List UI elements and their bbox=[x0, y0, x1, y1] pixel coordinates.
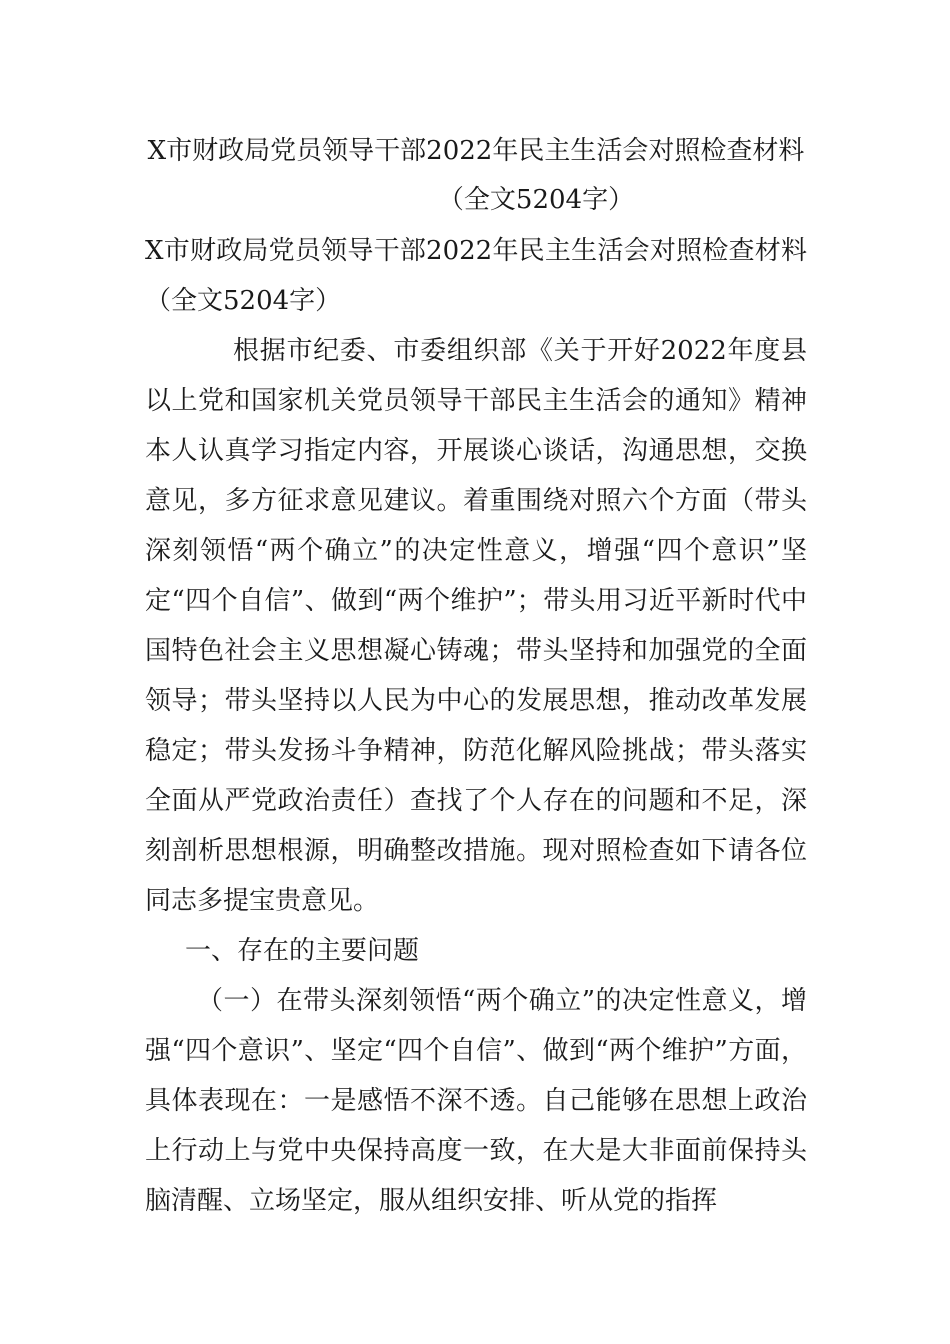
document-title-wordcount: （全文5204字） bbox=[437, 185, 635, 215]
section-heading: 一、存在的主要问题 bbox=[185, 936, 420, 966]
repeated-heading: X市财政局党员领导干部2022年民主生活会对照检查材料（全文5204字） bbox=[145, 236, 807, 316]
document-body bbox=[145, 128, 807, 1226]
document-title: X市财政局党员领导干部2022年民主生活会对照检查材料 bbox=[147, 136, 805, 166]
intro-paragraph: 根据市纪委、市委组织部《关于开好2022年度县以上党和国家机关党员领导干部民主生活会的通知》精神本人认真学习指定内容，开展谈心谈话，沟通思想，交换意见，多方征求意见建议。着重围绕对照六个方面（带头深刻领悟“两个确立”的决定性意义，增强“四个意识”坚定“四个自信”、做到“两个维护”；带头用习近平新时代中国特色社会主义思想凝心铸魂；带头坚持和加强党的全面领导；带头坚持以人民为中心的发展思想，推动改革发展稳定；带头发扬斗争精神，防范化解风险挑战；带头落实全面从严党政治责任）查找了个人存在的问题和不足，深刻剖析思想根源，明确整改措施。现对照检查如下请各位同志多提宝贵意见。 bbox=[145, 336, 807, 916]
section-paragraph: （一）在带头深刻领悟“两个确立”的决定性意义，增强“四个意识”、坚定“四个自信”、做到“两个维护”方面，具体表现在：一是感悟不深不透。自己能够在思想上政治上行动上与党中央保持高度一致，在大是大非面前保持头脑清醒、立场坚定，服从组织安排、听从党的指挥 bbox=[145, 986, 807, 1216]
